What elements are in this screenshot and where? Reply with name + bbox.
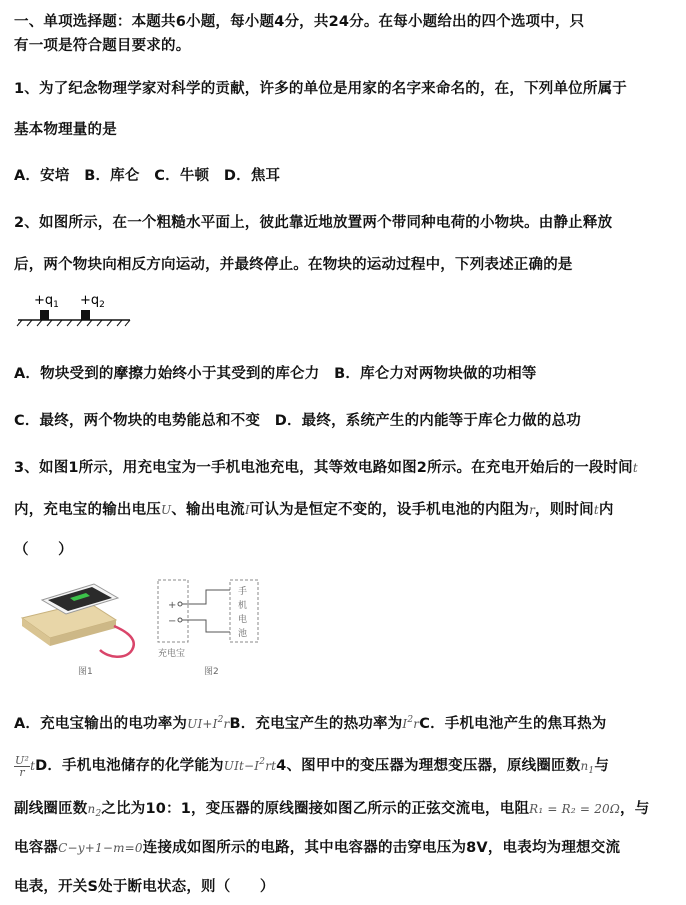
q3-options-d-q4-start: $\frac{\text{U²}}{r}$ tD．手机电池储存的化学能为$UIt-I^2rt4$、图甲中的变压器为理想变压器，原线圈匝数$n_1$与 [15,753,610,779]
section-heading-line1: 一、单项选择题：本题共6小题，每小题4分，共24分。在每小题给出的四个选项中，只 [14,14,585,30]
q3-figure-2-circuit [156,578,266,680]
block-1 [40,310,49,320]
joule-heat-fraction: $\frac{\text{U²}}{r}$ [15,753,30,779]
q2-options-cd: C．最终，两个物块的电势能总和不变 D．最终，系统产生的内能等于库仑力做的总功 [14,413,581,429]
q1-stem-line2: 基本物理量的是 [14,122,117,138]
charge-label-2: $+q_2$ [80,293,105,310]
q2-stem-line1: 2、如图所示，在一个粗糙水平面上，彼此靠近地放置两个带同种电荷的小物块。由静止释放 [14,215,613,231]
q3-answer-paren: （ ） [14,542,73,558]
q2-stem-line2: 后，两个物块向相反方向运动，并最终停止。在物块的运动过程中，下列表述正确的是 [14,257,573,273]
svg-text:池: 池 [238,629,248,639]
q3-stem-line1: 3、如图1所示，用充电宝为一手机电池充电，其等效电路如图2所示。在充电开始后的一段时间t [14,460,638,476]
block-2 [81,310,90,320]
charge-label-1: $+q_1$ [34,293,59,310]
svg-text:机: 机 [238,601,248,611]
svg-text:电: 电 [238,615,248,625]
ground-hatching [17,320,130,326]
figure-2-caption: 图2 [204,667,219,677]
q3-options-abc: A．充电宝输出的电功率为$UI+I^2rB$．充电宝产生的热功率为$I^2rC$．手机电池产生的焦耳热为 [14,715,607,732]
charger-label: 充电宝 [158,649,186,659]
charger-box [158,580,188,642]
section-heading-line2: 有一项是符合题目要求的。 [14,38,191,54]
q2-figure-blocks [14,288,134,330]
q3-stem-line2: 内，充电宝的输出电压U、输出电流I可认为是恒定不变的，设手机电池的内阻为r，则时间t内 [14,502,614,518]
q4-stem-line4: 电表，开关S处于断电状态，则（ ） [14,879,275,895]
q3-figure-1 [16,580,146,680]
q1-stem-line1: 1、为了纪念物理学家对科学的贡献，许多的单位是用家的名字来命名的，在，下列单位所属于 [14,81,627,97]
minus-terminal: − [168,616,177,627]
q2-options-ab: A．物块受到的摩擦力始终小于其受到的库仑力 B．库仑力对两物块做的功相等 [14,366,537,382]
q4-stem-line2: 副线圈匝数$n_2$之比为10：1，变压器的原线圈接如图乙所示的正弦交流电，电阻R₁ = R₂ = 20Ω，与 [14,801,650,819]
plus-terminal: + [168,600,177,611]
q1-options: A．安培 B．库仑 C．牛顿 D．焦耳 [14,168,281,184]
figure-1-caption: 图1 [78,667,93,677]
q4-stem-line3: 电容器C−y+1−m=0连接成如图所示的电路，其中电容器的击穿电压为8V，电表均为理想交流 [14,840,621,856]
svg-text:手: 手 [238,587,248,597]
